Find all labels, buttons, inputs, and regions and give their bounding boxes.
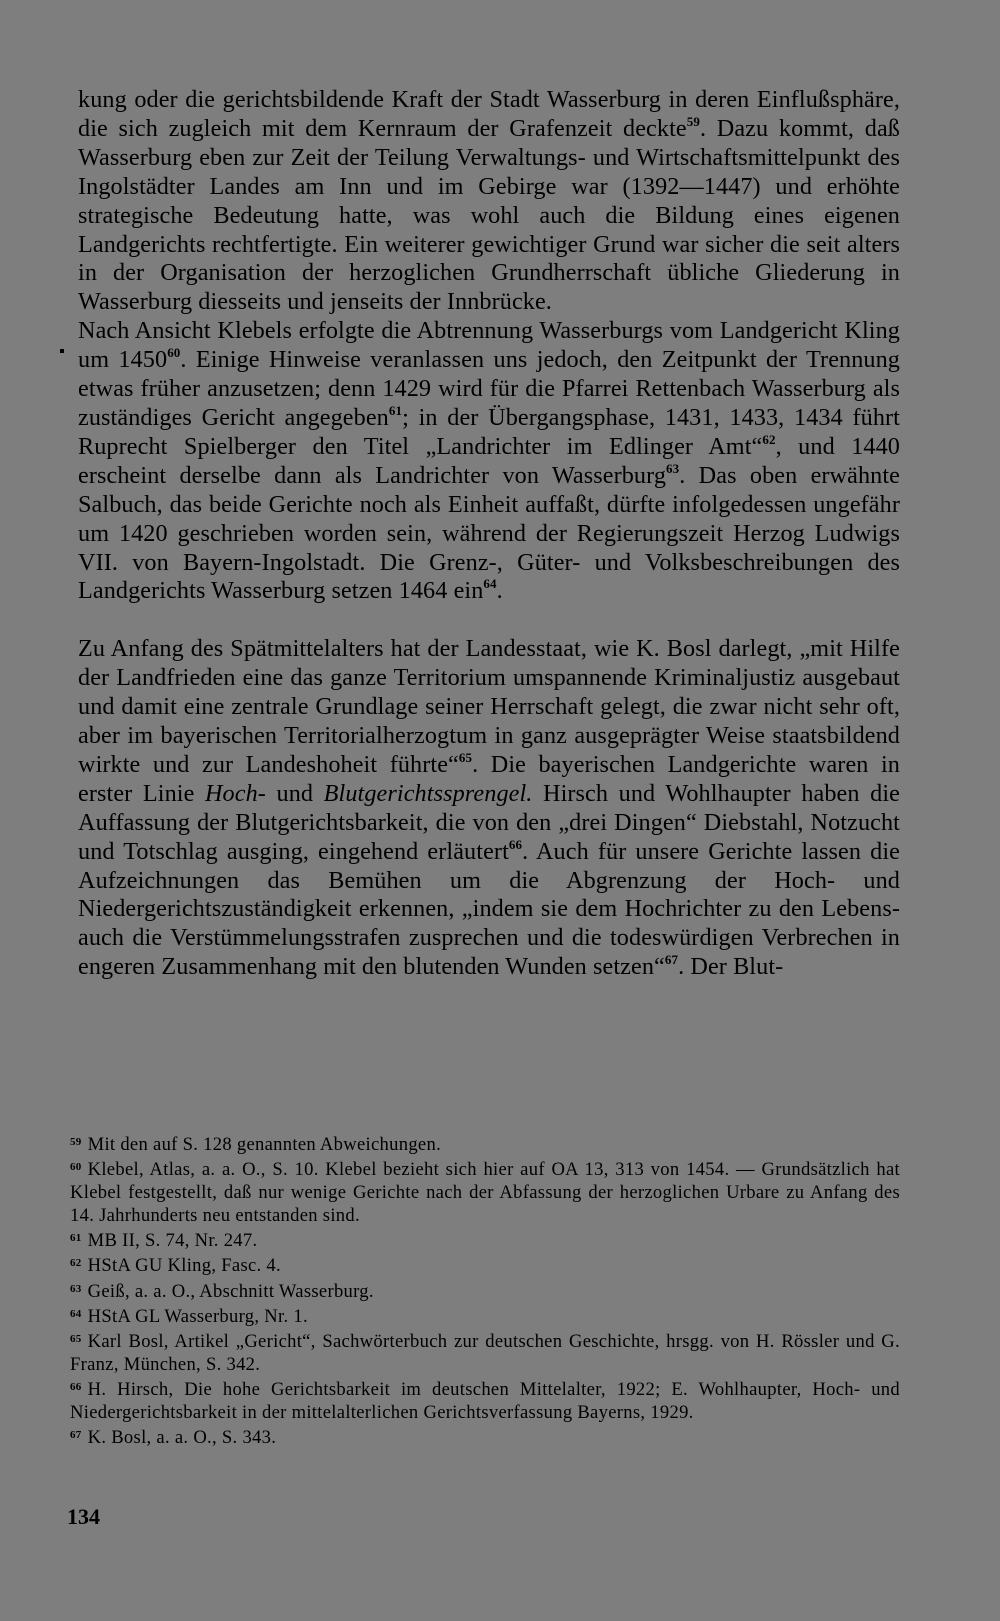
- margin-mark: [60, 349, 64, 353]
- footnote-text: Geiß, a. a. O., Abschnitt Wasserburg.: [87, 1280, 374, 1302]
- footnote-ref: 67: [664, 952, 679, 968]
- footnote-text: Mit den auf S. 128 genannten Abweichungen.: [87, 1134, 442, 1155]
- footnote-ref: 63: [666, 460, 680, 476]
- footnote: [70, 1424, 900, 1449]
- footnote-number: 65: [70, 1332, 82, 1345]
- text-run: . Einige Hinweise veranlassen uns jedoch, den Zeitpunkt der Trennung etwas früher anzusetzen; denn 1429 wird für die Pfarrei Rettenbach Wasserburg als zuständiges Gericht angegeben: [78, 346, 900, 431]
- footnote-number: 66: [70, 1380, 82, 1393]
- footnote: [70, 1131, 900, 1156]
- page-number: 134: [67, 1504, 100, 1529]
- main-text: [78, 86, 900, 982]
- footnote-number: 62: [70, 1257, 82, 1270]
- footnote-text: Klebel, Atlas, a. a. O., S. 10. Klebel bezieht sich hier auf OA 13, 313 von 1454. — Grundsätzlich hat Klebel festgestellt, daß nur wenige Gerichte nach der Abfassung der herzoglichen Urbare zu Anfang des 14. Jahrhunderts neu entstanden sind.: [70, 1159, 900, 1227]
- footnotes: [70, 1131, 900, 1449]
- footnote-ref: 65: [458, 749, 473, 765]
- paragraph-2: [78, 317, 900, 606]
- text-run: . Das oben erwähnte Salbuch, das beide Gerichte noch als Einheit auffaßt, dürfte infolgedessen ungefähr um 1420 geschrieben worden sein, während der Regierungszeit Herzog Ludwigs VII. von Bayern-Ingolstadt. Die Grenz-, Güter- und Volksbeschreibungen des Landgerichts Wasserburg setzen 1464 ein: [78, 461, 901, 605]
- text-run: .: [496, 577, 503, 605]
- italic-term: Blutgerichtssprengel.: [323, 779, 533, 807]
- footnote-text: HStA GL Wasserburg, Nr. 1.: [87, 1305, 308, 1327]
- footnote: [70, 1227, 900, 1252]
- text-run: . Dazu kommt, daß Wasserburg eben zur Zeit der Teilung Verwaltungs- und Wirtschaftsmittelpunkt des Ingolstädter Landes am Inn und im Gebirge war (1392—1447) und erhöhte strategische Bedeutung hatte, was wohl auch die Bildung eines eigenen Landgerichts rechtfertigte. Ein weiterer gewichtiger Grund war sicher die seit alters in der Organisation der herzoglichen Grundherrschaft übliche Gliederung in Wasserburg diesseits und jenseits der Innbrücke.: [78, 114, 900, 316]
- text-run: . Der Blut-: [678, 953, 784, 981]
- footnote-text: HStA GU Kling, Fasc. 4.: [87, 1255, 281, 1277]
- footnote: [70, 1156, 900, 1227]
- text-run: Nach Ansicht Klebels erfolgte die Abtrennung Wasserburgs vom Landgericht Kling um 1450: [78, 317, 900, 374]
- footnote-number: 59: [70, 1136, 82, 1148]
- italic-term: Hoch-: [204, 779, 266, 807]
- footnote: [70, 1328, 900, 1376]
- text-run: ; in der Übergangsphase, 1431, 1433, 1434 führt Ruprecht Spielberger den Titel „Landrichter im Edlinger Amt“: [78, 403, 900, 460]
- text-run: . Auch für unsere Gerichte lassen die Aufzeichnungen das Bemühen um die Abgrenzung der Hoch- und Niedergerichtszuständigkeit erkennen, „indem sie dem Hochrichter zu den Lebens- auch die Verstümmelungsstrafen zusprechen und die todeswürdigen Verbrechen in engeren Zusammenhang mit den blutenden Wunden setzen“: [78, 837, 900, 981]
- footnote-number: 60: [70, 1161, 82, 1174]
- footnote: [70, 1376, 900, 1424]
- footnote: [70, 1278, 900, 1303]
- footnote-text: H. Hirsch, Die hohe Gerichtsbarkeit im deutschen Mittelalter, 1922; E. Wohlhaupter, Hoch- und Niedergerichtsbarkeit in der mittelalterlichen Gerichtsverfassung Bayerns, 1929.: [70, 1378, 900, 1424]
- text-run: Zu Anfang des Spätmittelalters hat der Landesstaat, wie K. Bosl darlegt, „mit Hilfe der Landfrieden eine das ganze Territorium umspannende Kriminaljustiz ausgebaut und damit eine zentrale Grundlage seiner Herrschaft gelegt, die zwar nicht sehr oft, aber im bayerischen Territorialherzogtum in ganz ausgeprägter Weise staatsbildend wirkte und zur Landeshoheit führte“: [78, 635, 900, 778]
- paragraph-3: [78, 635, 900, 982]
- footnote-text: MB II, S. 74, Nr. 247.: [87, 1230, 258, 1252]
- footnote-ref: 66: [508, 836, 523, 852]
- paragraph-1: [78, 86, 900, 317]
- footnote-ref: 60: [167, 345, 181, 361]
- text-run: Hirsch und Wohlhaupter haben die Auffassung der Blutgerichtsbarkeit, die von den „drei Dingen“ Diebstahl, Notzucht und Totschlag ausging, eingehend erläutert: [78, 779, 901, 865]
- footnote-ref: 61: [388, 402, 403, 418]
- footnote: [70, 1252, 900, 1277]
- footnote: [70, 1303, 900, 1328]
- footnote-ref: 62: [762, 431, 776, 447]
- footnote-ref: 59: [686, 113, 700, 129]
- footnote-text: Karl Bosl, Artikel „Gericht“, Sachwörterbuch zur deutschen Geschichte, hrsgg. von H. Rössler und G. Franz, München, S. 342.: [70, 1330, 900, 1375]
- footnote-number: 63: [70, 1282, 82, 1295]
- footnote-number: 61: [70, 1232, 82, 1245]
- text-run: , und 1440 erscheint derselbe dann als Landrichter von Wasserburg: [78, 432, 900, 489]
- text-run: kung oder die gerichtsbildende Kraft der Stadt Wasserburg in deren Einflußsphäre, die sich zugleich mit dem Kernraum der Grafenzeit deckte: [78, 86, 900, 142]
- text-run: . Die bayerischen Landgerichte waren in erster Linie: [78, 750, 900, 807]
- footnote-ref: 64: [483, 576, 497, 592]
- footnote-number: 67: [70, 1429, 82, 1442]
- footnote-text: K. Bosl, a. a. O., S. 343.: [87, 1427, 277, 1449]
- footnote-number: 64: [70, 1307, 82, 1320]
- text-run: und: [265, 779, 324, 807]
